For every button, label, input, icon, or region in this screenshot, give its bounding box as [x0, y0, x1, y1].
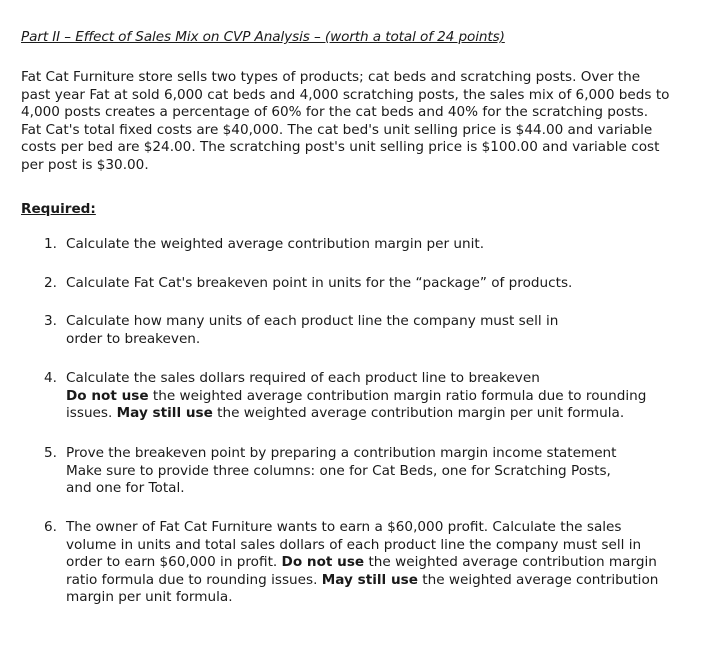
intro-paragraph [21, 69, 697, 174]
emphasis-text: May still use [116, 405, 213, 421]
item-text: order to breakeven. [66, 330, 201, 347]
item-text: Calculate the weighted average contribution margin per unit. [66, 236, 485, 252]
intro-line: costs per bed are $24.00. The scratching post's unit selling price is $100.00 and variable cost [21, 139, 660, 155]
item-text: Do not use the weighted average contribution margin ratio formula due to rounding [66, 387, 647, 404]
intro-line: Fat Cat Furniture store sells two types of products; cat beds and scratching posts. Over the [21, 69, 641, 85]
item-text: Prove the breakeven point by preparing a contribution margin income statement [66, 445, 617, 461]
intro-line: per post is $30.00. [21, 156, 149, 173]
required-heading: Required: [21, 201, 96, 217]
item-number: 5. [44, 445, 57, 461]
section-title: Part II – Effect of Sales Mix on CVP Analysis – (worth a total of 24 points) [21, 29, 505, 45]
item-text: Calculate how many units of each product line the company must sell in [66, 313, 559, 329]
intro-line: Fat Cat's total fixed costs are $40,000. The cat bed's unit selling price is $44.00 and variable [21, 121, 653, 138]
intro-line: past year Fat at sold 6,000 cat beds and 4,000 scratching posts, the sales mix of 6,000 beds to [21, 86, 670, 103]
item-number: 4. [44, 370, 57, 386]
item-text: issues. May still use the weighted average contribution margin per unit formula. [66, 405, 625, 421]
item-text: Calculate the sales dollars required of each product line to breakeven [66, 370, 540, 386]
item-text: volume in units and total sales dollars of each product line the company must sell in [66, 536, 642, 553]
item-text: and one for Total. [66, 480, 185, 496]
list-item [44, 370, 692, 423]
item-number: 3. [44, 313, 57, 329]
list-item [44, 313, 692, 348]
list-item [44, 236, 692, 254]
list-item [44, 275, 692, 293]
emphasis-text: May still use [321, 571, 418, 588]
item-text: Calculate Fat Cat's breakeven point in units for the “package” of products. [66, 275, 573, 291]
item-text: ratio formula due to rounding issues. May still use the weighted average contribution [66, 571, 659, 588]
intro-line: 4,000 posts creates a percentage of 60% for the cat beds and 40% for the scratching posts. [21, 104, 649, 120]
item-text: order to earn $60,000 in profit. Do not use the weighted average contribution margin [66, 554, 657, 570]
item-text: Make sure to provide three columns: one for Cat Beds, one for Scratching Posts, [66, 462, 611, 479]
list-item [44, 519, 692, 607]
item-text: The owner of Fat Cat Furniture wants to earn a $60,000 profit. Calculate the sales [66, 519, 622, 535]
emphasis-text: Do not use [281, 554, 365, 570]
item-number: 2. [44, 275, 57, 291]
item-number: 1. [44, 236, 57, 252]
item-number: 6. [44, 519, 57, 535]
list-item [44, 445, 692, 498]
emphasis-text: Do not use [66, 387, 149, 404]
item-text: margin per unit formula. [66, 589, 233, 605]
